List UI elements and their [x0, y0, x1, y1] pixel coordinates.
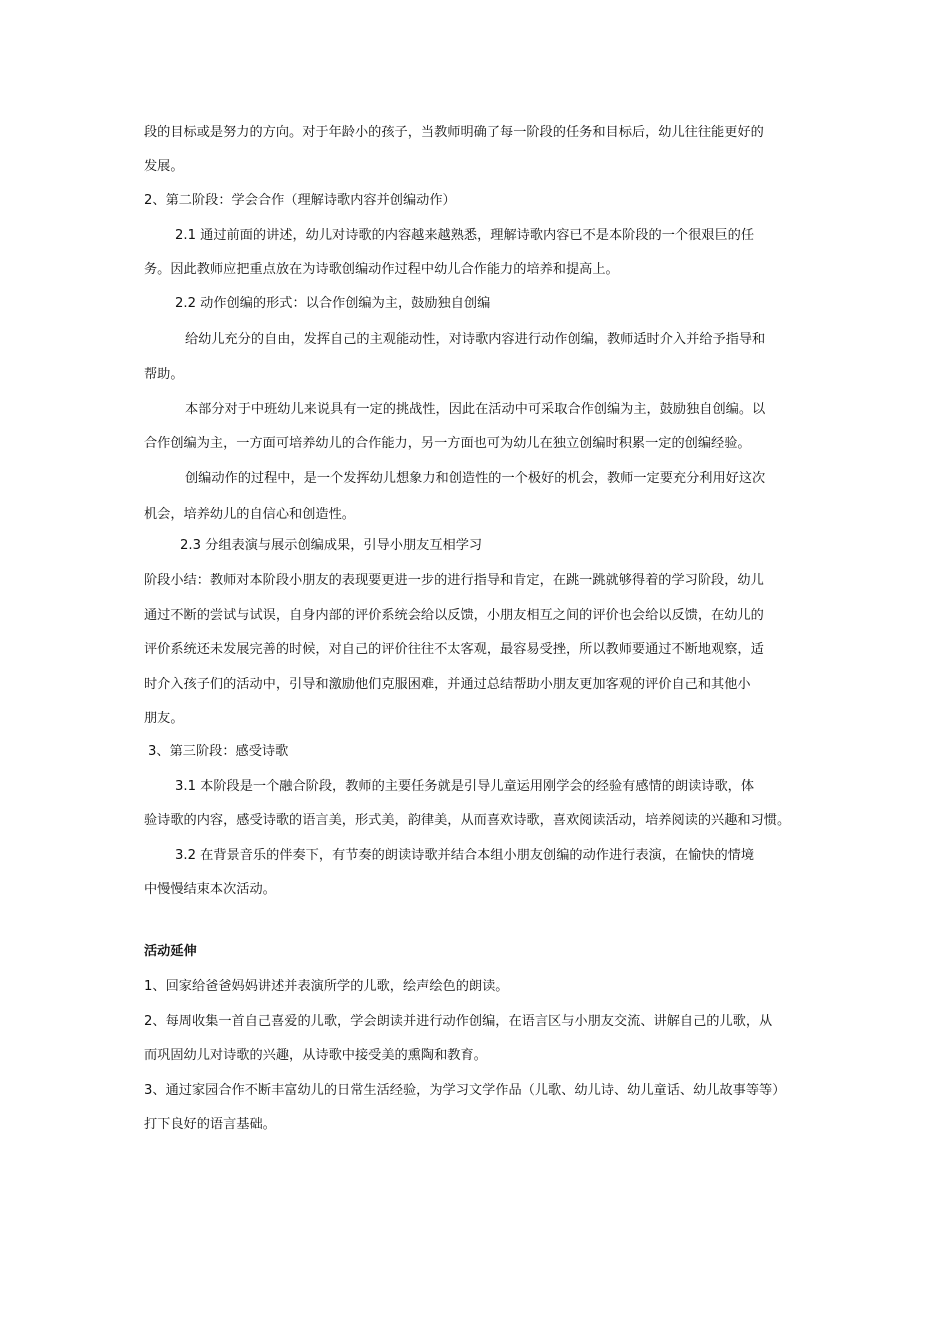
paragraph-line: 朋友。 — [144, 711, 184, 726]
paragraph-line: 本部分对于中班幼儿来说具有一定的挑战性，因此在活动中可采取合作创编为主，鼓励独自创编。以 — [185, 402, 766, 417]
paragraph-line: 中慢慢结束本次活动。 — [144, 882, 276, 897]
paragraph-line: 合作创编为主，一方面可培养幼儿的合作能力，另一方面也可为幼儿在独立创编时积累一定的创编经验。 — [144, 436, 751, 451]
section-heading-stage-2: 2、第二阶段：学会合作（理解诗歌内容并创编动作） — [144, 193, 456, 208]
paragraph-line: 发展。 — [144, 159, 184, 174]
subsection-2-1: 2.1 通过前面的讲述，幼儿对诗歌的内容越来越熟悉，理解诗歌内容已不是本阶段的一个很艰巨的任 — [175, 228, 755, 243]
paragraph-line: 验诗歌的内容，感受诗歌的语言美，形式美，韵律美，从而喜欢诗歌，喜欢阅读活动，培养阅读的兴趣和习惯。 — [144, 813, 791, 828]
extension-item-3: 3、通过家园合作不断丰富幼儿的日常生活经验，为学习文学作品（儿歌、幼儿诗、幼儿童话、幼儿故事等等） — [144, 1083, 786, 1098]
extension-item-2: 2、每周收集一首自己喜爱的儿歌，学会朗读并进行动作创编，在语言区与小朋友交流、讲解自己的儿歌，从 — [144, 1014, 773, 1029]
paragraph-line: 帮助。 — [144, 367, 184, 382]
extension-item-1: 1、回家给爸爸妈妈讲述并表演所学的儿歌，绘声绘色的朗读。 — [144, 979, 509, 994]
paragraph-line: 打下良好的语言基础。 — [144, 1117, 276, 1132]
paragraph-line: 时介入孩子们的活动中，引导和激励他们克服困难，并通过总结帮助小朋友更加客观的评价自己和其他小 — [144, 677, 751, 692]
subsection-3-1: 3.1 本阶段是一个融合阶段，教师的主要任务就是引导儿童运用刚学会的经验有感情的朗读诗歌，体 — [175, 779, 755, 794]
paragraph-line: 而巩固幼儿对诗歌的兴趣，从诗歌中接受美的熏陶和教育。 — [144, 1048, 487, 1063]
paragraph-line: 段的目标或是努力的方向。对于年龄小的孩子，当教师明确了每一阶段的任务和目标后，幼儿往往能更好的 — [144, 125, 764, 140]
paragraph-line: 创编动作的过程中，是一个发挥幼儿想象力和创造性的一个极好的机会，教师一定要充分利用好这次 — [185, 471, 766, 486]
stage-summary: 阶段小结：教师对本阶段小朋友的表现要更进一步的进行指导和肯定，在跳一跳就够得着的学习阶段，幼儿 — [144, 573, 764, 588]
section-heading-stage-3: 3、第三阶段：感受诗歌 — [148, 744, 289, 759]
paragraph-line: 机会，培养幼儿的自信心和创造性。 — [144, 507, 355, 522]
paragraph-line: 评价系统还未发展完善的时候，对自己的评价往往不太客观，最容易受挫，所以教师要通过不断地观察，适 — [144, 642, 764, 657]
subsection-2-3: 2.3 分组表演与展示创编成果，引导小朋友互相学习 — [180, 538, 483, 553]
subsection-2-2: 2.2 动作创编的形式：以合作创编为主，鼓励独自创编 — [175, 296, 491, 311]
subsection-3-2: 3.2 在背景音乐的伴奏下，有节奏的朗读诗歌并结合本组小朋友创编的动作进行表演，在愉快的情境 — [175, 848, 755, 863]
paragraph-line: 务。因此教师应把重点放在为诗歌创编动作过程中幼儿合作能力的培养和提高上。 — [144, 262, 619, 277]
paragraph-line: 给幼儿充分的自由，发挥自己的主观能动性，对诗歌内容进行动作创编，教师适时介入并给予指导和 — [185, 332, 766, 347]
paragraph-line: 通过不断的尝试与试误，自身内部的评价系统会给以反馈，小朋友相互之间的评价也会给以反馈，在幼儿的 — [144, 608, 764, 623]
section-heading-extension: 活动延伸 — [144, 944, 197, 959]
